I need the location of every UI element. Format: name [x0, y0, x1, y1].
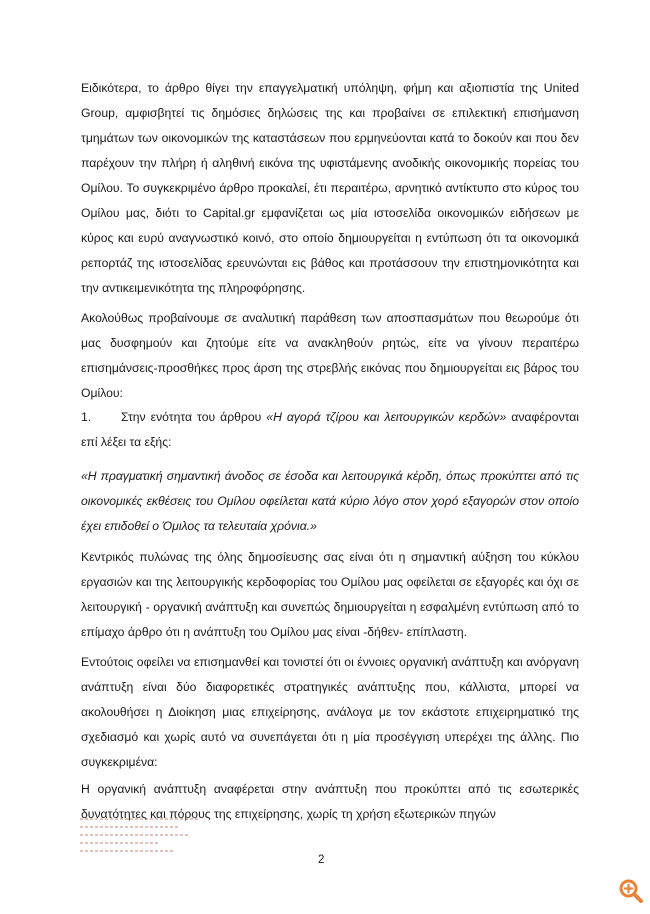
paragraph-central-argument: Κεντρικός πυλώνας της όλης δημοσίευσης σας είναι ότι η σημαντική αύξηση του κύκλου εργασιών και της λειτουργικής κερδοφορίας του Ομίλου μας οφείλεται σε εξαγορές και όχι σε λειτουργική - οργανική ανάπτυξη και συνεπώς δημιουργείται η εσφαλμένη εντύπωση από το επίμαχο άρθρο ότι η ανάπτυξη του Ομίλου μας είναι -δήθεν- επίπλαστη.: [81, 550, 579, 639]
stamp-watermark: [80, 812, 220, 882]
item-text-before: Στην ενότητα του άρθρου: [121, 410, 267, 424]
page-number: 2: [318, 854, 325, 866]
paragraph-growth-types: Εντούτοις οφείλει να επισημανθεί και τονιστεί ότι οι έννοιες οργανική ανάπτυξη και ανόργανη ανάπτυξη είναι δύο διαφορετικές στρατηγικές ανάπτυξης που, κάλλιστα, μπορεί να ακολουθήσει η Διοίκηση μιας επιχείρησης, ανάλογα με τον εκάστοτε επιχειρηματικό της σχεδιασμό και χωρίς αυτό να συνεπάγεται ότι η μία προσέγγιση υπερέχει της άλλης. Πιο συγκεκριμένα:: [81, 655, 579, 769]
list-item-number: 1.: [81, 410, 92, 424]
zoom-in-button[interactable]: [616, 876, 646, 906]
paragraph-item-1: [81, 405, 579, 455]
zoom-in-icon: [616, 876, 646, 906]
paragraph-intro: Ειδικότερα, το άρθρο θίγει την επαγγελματική υπόληψη, φήμη και αξιοπιστία της United Group, αμφισβητεί τις δημόσιες δηλώσεις της και προβαίνει σε επιλεκτική επισήμανση τμημάτων των οικονομικών της καταστάσεων που ερμηνεύονται κατά το δοκούν και που δεν παρέχουν την πλήρη ή αληθινή εικόνα της υφιστάμενης ανοδικής οικονομικής πορείας του Ομίλου. Το συγκεκριμένο άρθρο προκαλεί, έτι περαιτέρω, αρνητικό αντίκτυπο στο κύρος του Ομίλου μας, διότι το Capital.gr εμφανίζεται ως μία ιστοσελίδα οικονομικών ειδήσεων με κύρος και ευρύ αναγνωστικό κοινό, στο οποίο δημιουργείται η εντύπωση ότι τα οικονομικά ρεπορτάζ της ιστοσελίδας ερευνώνται εις βάθος και προτάσσουν την επιστημονικότητα και την αντικειμενικότητα της πληροφόρησης.: [81, 81, 579, 295]
item-text-after: αναφέρονται επί λέξει τα εξής:: [81, 410, 580, 449]
paragraph-quote: «Η πραγματική σημαντική άνοδος σε έσοδα και λειτουργικά κέρδη, όπως προκύπτει από τις οικονομικές εκθέσεις του Ομίλου οφείλεται κατά κύριο λόγο στον χορό εξαγορών στον οποίο έχει επιδοθεί ο Όμιλος τα τελευταία χρόνια.»: [81, 469, 579, 533]
quoted-section-title: «Η αγορά τζίρου και λειτουργικών κερδών»: [266, 410, 507, 424]
paragraph-organic-growth: Η οργανική ανάπτυξη αναφέρεται στην ανάπτυξη που προκύπτει από τις εσωτερικές δυνατότητες και πόρους της επιχείρησης, χωρίς τη χρήση εξωτερικών πηγών: [81, 782, 579, 821]
paragraph-excerpts-intro: Ακολούθως προβαίνουμε σε αναλυτική παράθεση των αποσπασμάτων που θεωρούμε ότι μας δυσφημούν και ζητούμε είτε να ανακληθούν ρητώς, είτε να γίνουν περαιτέρω επισημάνσεις-προσθήκες προς άρση της στρεβλής εικόνας που δημιουργείται εις βάρος του Ομίλου:: [81, 311, 579, 400]
